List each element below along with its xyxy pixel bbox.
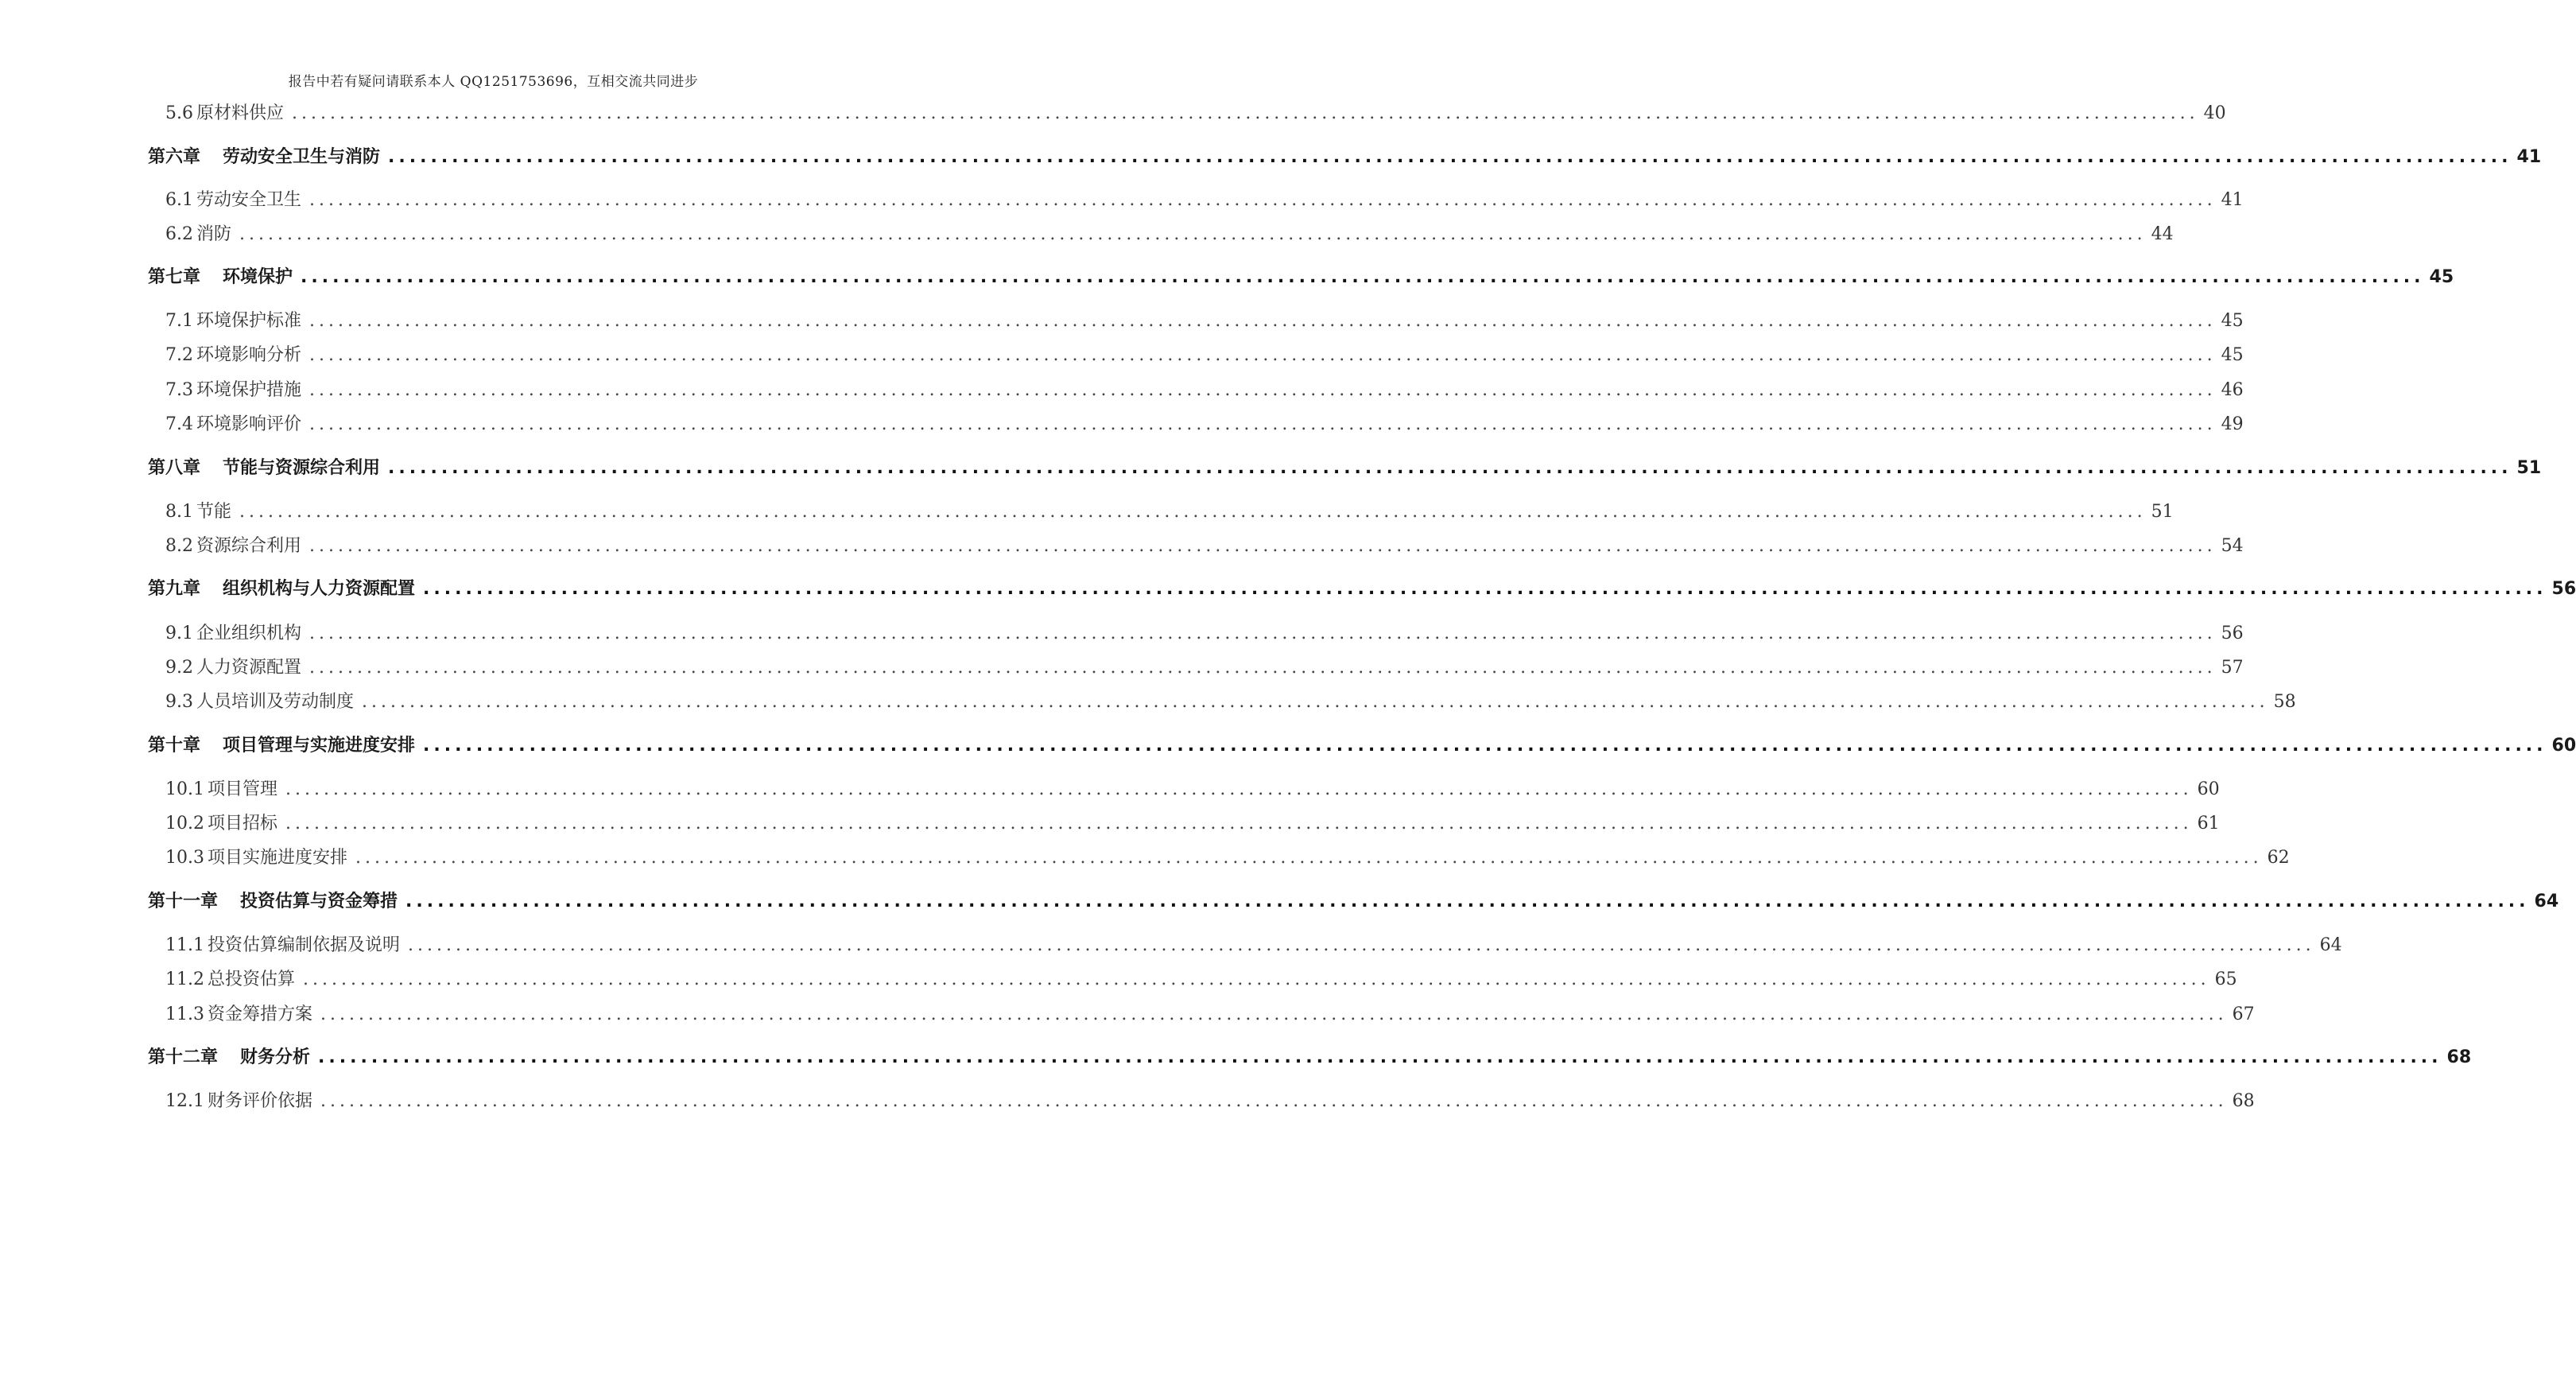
- toc-entry-title: 项目管理与实施进度安排: [223, 736, 416, 756]
- toc-entry-title: 组织机构与人力资源配置: [223, 579, 416, 599]
- toc-dot-leader: ........................................................................................................................................................................................................: [285, 779, 2193, 799]
- toc-page-number: 49: [2221, 414, 2244, 434]
- toc-section-row[interactable]: [165, 223, 2174, 247]
- toc-page-number: 61: [2197, 814, 2220, 834]
- toc-entry-title: 节能: [196, 502, 232, 522]
- toc-page-number: 51: [2516, 458, 2542, 478]
- toc-page-number: 64: [2534, 892, 2559, 911]
- toc-page-number: 54: [2221, 536, 2244, 556]
- toc-section-number: 9.1: [165, 624, 193, 643]
- toc-section-number: 7.3: [165, 380, 193, 400]
- toc-section-row[interactable]: [165, 846, 2290, 870]
- toc-dot-leader: ........................................................................................................................................................................................................: [320, 1004, 2228, 1024]
- toc-chapter-number: 第七章: [148, 267, 201, 287]
- toc-page-number: 60: [2551, 736, 2576, 756]
- toc-entry-title: 资金筹措方案: [207, 1004, 312, 1024]
- toc-entry-title: 环境保护: [223, 267, 293, 287]
- toc-entry-title: 消防: [196, 224, 232, 244]
- toc-section-row[interactable]: [165, 812, 2220, 836]
- toc-entry-title: 企业组织机构: [196, 624, 302, 643]
- toc-dot-leader: ........................................................................................................................................................................................................: [309, 536, 2217, 556]
- toc-page-number: 58: [2273, 692, 2296, 712]
- toc-section-row[interactable]: [165, 344, 2244, 367]
- toc-dot-leader: ........................................................................................................................................................................................................: [292, 103, 2199, 123]
- toc-page-number: 45: [2221, 311, 2244, 331]
- toc-chapter-row[interactable]: [148, 890, 2559, 914]
- toc-entry-title: 投资估算编制依据及说明: [207, 935, 400, 955]
- toc-page-number: 60: [2197, 779, 2220, 799]
- toc-chapter-number: 第十二章: [148, 1047, 219, 1067]
- toc-page-number: 51: [2151, 502, 2174, 522]
- toc-page-number: 57: [2221, 658, 2244, 678]
- toc-dot-leader: ........................................................................................................................................................................................................: [309, 380, 2217, 400]
- toc-dot-leader: ........................................................................................................................................................................................................: [309, 311, 2217, 331]
- toc-section-row[interactable]: [165, 102, 2226, 126]
- toc-section-number: 8.1: [165, 502, 193, 522]
- toc-entry-title: 总投资估算: [207, 970, 295, 989]
- toc-entry-title: 劳动安全卫生与消防: [223, 147, 381, 167]
- toc-section-number: 7.4: [165, 414, 193, 434]
- toc-entry-title: 原材料供应: [196, 103, 285, 123]
- toc-section-row[interactable]: [165, 188, 2244, 212]
- toc-section-number: 10.1: [165, 779, 204, 799]
- toc-chapter-row[interactable]: [148, 266, 2454, 289]
- toc-page-number: 65: [2214, 970, 2237, 989]
- toc-section-number: 8.2: [165, 536, 193, 556]
- toc-entry-title: 劳动安全卫生: [196, 190, 302, 210]
- toc-dot-leader: ........................................................................................................................................................................................................: [309, 190, 2217, 210]
- toc-chapter-number: 第十一章: [148, 892, 219, 911]
- toc-entry-title: 投资估算与资金筹措: [240, 892, 398, 911]
- toc-page-number: 40: [2203, 103, 2226, 123]
- toc-section-number: 6.2: [165, 224, 193, 244]
- toc-entry-title: 环境保护措施: [196, 380, 302, 400]
- toc-entry-title: 项目管理: [207, 779, 277, 799]
- toc-section-row[interactable]: [165, 309, 2244, 333]
- toc-entry-title: 财务分析: [240, 1047, 311, 1067]
- toc-dot-leader: ........................................................................................................................................................................................................: [423, 579, 2547, 599]
- toc-section-number: 9.3: [165, 692, 193, 712]
- toc-dot-leader: ........................................................................................................................................................................................................: [309, 658, 2217, 678]
- toc-section-row[interactable]: [165, 500, 2174, 524]
- toc-page-number: 64: [2319, 935, 2342, 955]
- toc-section-number: 11.3: [165, 1004, 204, 1024]
- toc-chapter-number: 第六章: [148, 147, 201, 167]
- toc-section-row[interactable]: [165, 656, 2244, 680]
- toc-section-number: 12.1: [165, 1091, 204, 1111]
- toc-chapter-number: 第九章: [148, 579, 201, 599]
- toc-dot-leader: ........................................................................................................................................................................................................: [388, 147, 2512, 167]
- toc-section-number: 5.6: [165, 103, 193, 123]
- toc-chapter-row[interactable]: [148, 1046, 2472, 1070]
- toc-page-number: 44: [2151, 224, 2174, 244]
- toc-entry-title: 环境影响分析: [196, 345, 302, 365]
- toc-page-number: 46: [2221, 380, 2244, 400]
- toc-dot-leader: ........................................................................................................................................................................................................: [309, 345, 2217, 365]
- toc-dot-leader: ........................................................................................................................................................................................................: [239, 224, 2147, 244]
- toc-section-row[interactable]: [165, 1090, 2255, 1113]
- toc-entry-title: 人员培训及劳动制度: [196, 692, 355, 712]
- toc-page-number: 67: [2232, 1004, 2255, 1024]
- toc-dot-leader: ........................................................................................................................................................................................................: [408, 935, 2315, 955]
- toc-chapter-row[interactable]: [148, 577, 2576, 601]
- toc-dot-leader: ........................................................................................................................................................................................................: [355, 848, 2263, 868]
- toc-section-row[interactable]: [165, 622, 2244, 646]
- toc-section-number: 6.1: [165, 190, 193, 210]
- toc-section-row[interactable]: [165, 690, 2296, 714]
- toc-dot-leader: ........................................................................................................................................................................................................: [309, 624, 2217, 643]
- toc-section-number: 9.2: [165, 658, 193, 678]
- toc-dot-leader: ........................................................................................................................................................................................................: [239, 502, 2147, 522]
- toc-entry-title: 环境影响评价: [196, 414, 302, 434]
- toc-chapter-number: 第十章: [148, 736, 201, 756]
- toc-section-number: 10.2: [165, 814, 204, 834]
- toc-entry-title: 节能与资源综合利用: [223, 458, 381, 478]
- toc-dot-leader: ........................................................................................................................................................................................................: [309, 414, 2217, 434]
- toc-entry-title: 环境保护标准: [196, 311, 302, 331]
- toc-section-number: 10.3: [165, 848, 204, 868]
- toc-page-number: 41: [2516, 147, 2542, 167]
- toc-dot-leader: ........................................................................................................................................................................................................: [303, 970, 2210, 989]
- toc-dot-leader: ........................................................................................................................................................................................................: [388, 458, 2512, 478]
- toc-page-number: 68: [2232, 1091, 2255, 1111]
- toc-section-number: 7.1: [165, 311, 193, 331]
- toc-section-number: 11.2: [165, 970, 204, 989]
- toc-dot-leader: ........................................................................................................................................................................................................: [405, 892, 2530, 911]
- toc-page-number: 56: [2221, 624, 2244, 643]
- toc-entry-title: 财务评价依据: [207, 1091, 312, 1111]
- toc-page-number: 45: [2429, 267, 2454, 287]
- toc-section-row[interactable]: [165, 778, 2220, 802]
- toc-page-number: 68: [2446, 1047, 2472, 1067]
- toc-section-row[interactable]: [165, 968, 2237, 992]
- toc-chapter-number: 第八章: [148, 458, 201, 478]
- toc-entry-title: 项目招标: [207, 814, 277, 834]
- toc-dot-leader: ........................................................................................................................................................................................................: [318, 1047, 2442, 1067]
- toc-page-number: 62: [2267, 848, 2290, 868]
- toc-dot-leader: ........................................................................................................................................................................................................: [285, 814, 2193, 834]
- toc-section-number: 11.1: [165, 935, 204, 955]
- toc-section-row[interactable]: [165, 1003, 2255, 1027]
- toc-page-number: 56: [2551, 579, 2576, 599]
- toc-dot-leader: ........................................................................................................................................................................................................: [423, 736, 2547, 756]
- toc-entry-title: 项目实施进度安排: [207, 848, 347, 868]
- toc-chapter-row[interactable]: [148, 146, 2542, 169]
- toc-page-number: 41: [2221, 190, 2244, 210]
- toc-dot-leader: ........................................................................................................................................................................................................: [301, 267, 2425, 287]
- toc-section-row[interactable]: [165, 413, 2244, 437]
- toc-entry-title: 资源综合利用: [196, 536, 302, 556]
- toc-dot-leader: ........................................................................................................................................................................................................: [320, 1091, 2228, 1111]
- toc-dot-leader: ........................................................................................................................................................................................................: [362, 692, 2269, 712]
- toc-section-row[interactable]: [165, 379, 2244, 402]
- toc-section-row[interactable]: [165, 534, 2244, 558]
- toc-section-row[interactable]: [165, 934, 2342, 958]
- toc-chapter-row[interactable]: [148, 734, 2576, 758]
- toc-section-number: 7.2: [165, 345, 193, 365]
- toc-page-number: 45: [2221, 345, 2244, 365]
- header-note: 报告中若有疑问请联系本人 QQ1251753696，互相交流共同进步: [288, 74, 699, 90]
- toc-chapter-row[interactable]: [148, 457, 2542, 480]
- toc-entry-title: 人力资源配置: [196, 658, 302, 678]
